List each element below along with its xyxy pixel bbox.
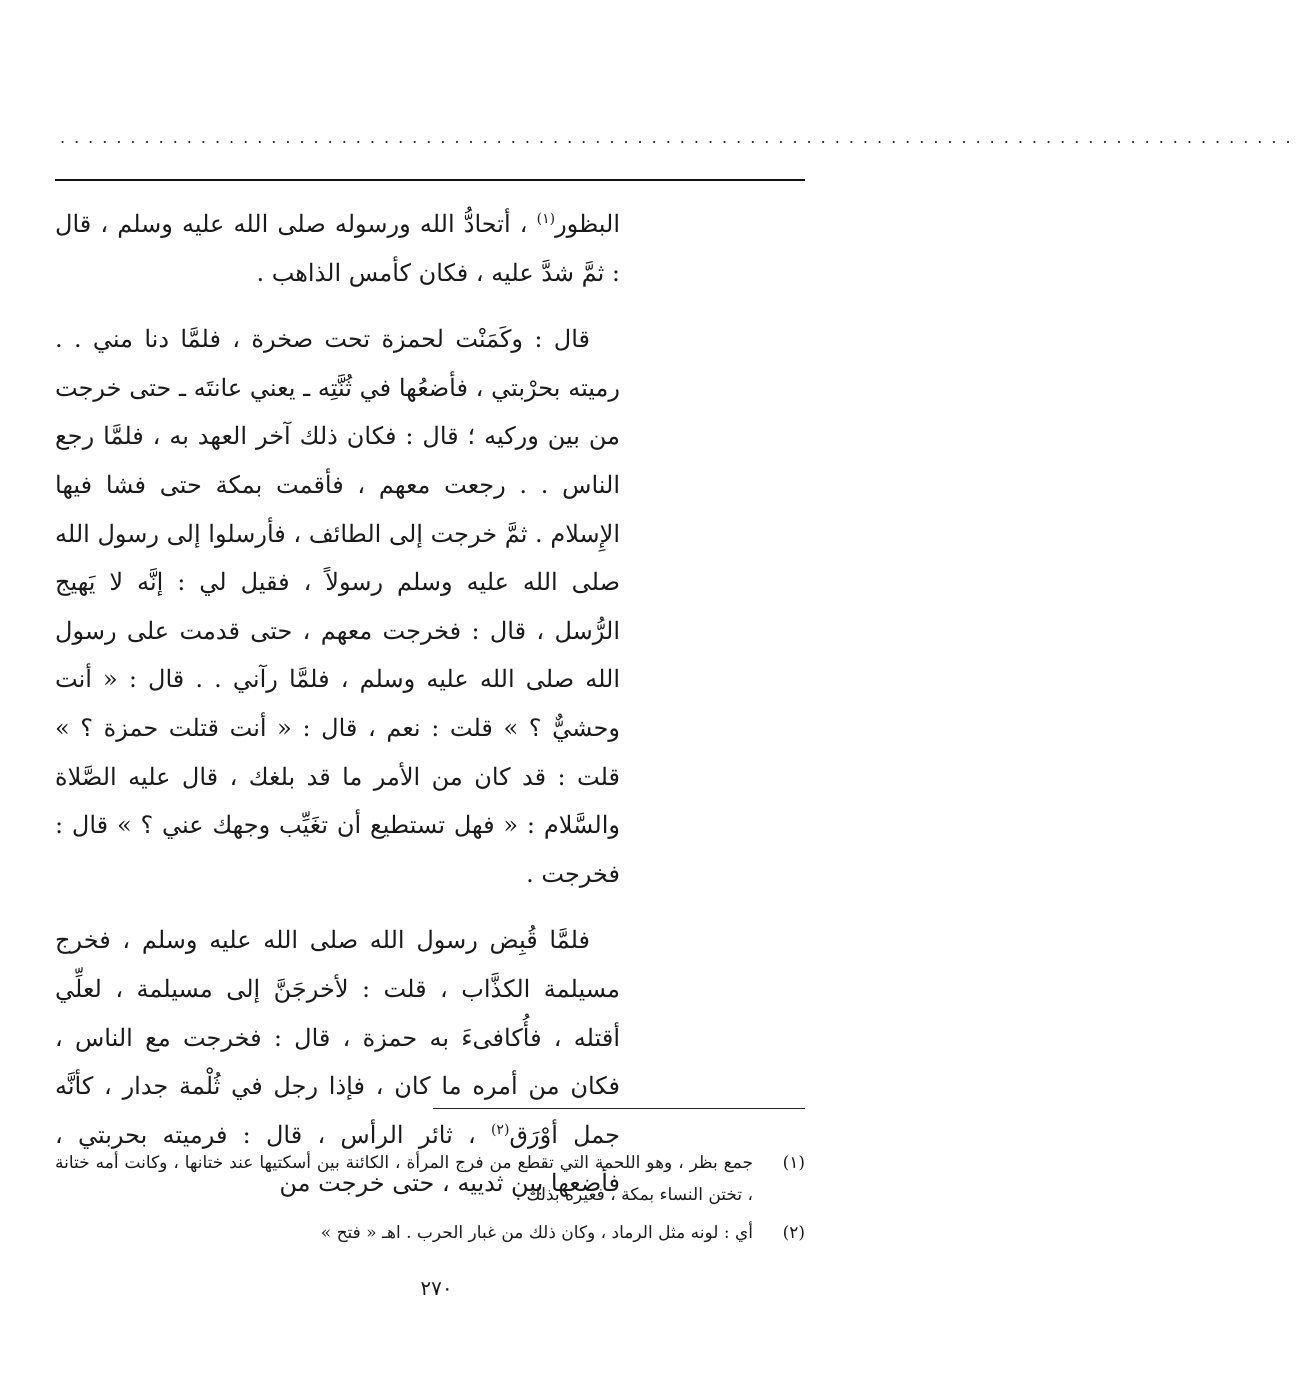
footnote-1 <box>55 1147 805 1211</box>
paragraph-3-rest: ، ثائر الرأس ، قال : فرميته بحربتي ، فأضعها بين ثدييه ، حتى خرجت من <box>55 1120 620 1198</box>
footnote-number: (٢) <box>782 1223 805 1243</box>
paragraph-1-rest: ، أتحادُّ الله ورسوله صلى الله عليه وسلم ، قال : ثمَّ شدَّ عليه ، فكان كأمس الذاهب . <box>55 210 620 287</box>
page-number: ٢٧٠ <box>420 1276 453 1300</box>
footnote-text: جمع بظر ، وهو اللحمة التي تقطع من فرج المرأة ، الكائنة بين أسكتيها عند ختانها ، وكانت أمه ختانة ، تختن النساء بمكة ، فعيره بذلك . <box>55 1153 753 1205</box>
paragraph-1-start: البظور <box>555 210 620 238</box>
footnotes <box>55 1147 805 1255</box>
footnote-ref-1: (١) <box>536 211 556 227</box>
header-rule <box>55 179 805 181</box>
main-text <box>55 200 620 1208</box>
footnote-number: (١) <box>782 1153 805 1173</box>
footnote-2 <box>55 1217 805 1249</box>
footnote-text: أي : لونه مثل الرماد ، وكان ذلك من غبار الحرب . اهـ « فتح » <box>320 1223 753 1243</box>
footnote-ref-2: (٢) <box>490 1121 510 1138</box>
paragraph-1 <box>55 200 620 297</box>
header-dotted-line: ........................................................................................ <box>60 128 1300 147</box>
paragraph-3-start: فلمَّا قُبِض رسول الله صلى الله عليه وسلم ، فخرج مسيلمة الكذَّاب ، قلت : لأخرجَنَّ إلى مسيلمة ، لعلِّي أقتله ، فأُكافىءَ به حمزة ، قال : فخرجت مع الناس ، فكان من أمره ما كان ، فإذا رجل في ثُلْمة جدار ، كأنَّه جمل أوْرَق <box>55 926 621 1149</box>
paragraph-2: قال : وكَمَنْت لحمزة تحت صخرة ، فلمَّا دنا مني . . رميته بحرْبتي ، فأضعُها في ثُنَّتِه ـ يعني عانتَه ـ حتى خرجت من بين وركيه ؛ قال : فكان ذلك آخر العهد به ، فلمَّا رجع الناس . . رجعت معهم ، فأقمت بمكة حتى فشا فيها الإِسلام . ثمَّ خرجت إلى الطائف ، فأرسلوا إلى رسول الله صلى الله عليه وسلم رسولاً ، فقيل لي : إنَّه لا يَهيج الرُّسل ، قال : فخرجت معهم ، حتى قدمت على رسول الله صلى الله عليه وسلم ، فلمَّا رآني . . قال : « أنت وحشيٌّ ؟ » قلت : نعم ، قال : « أنت قتلت حمزة ؟ » قلت : قد كان من الأمر ما قد بلغك ، قال عليه الصَّلاة والسَّلام : « فهل تستطيع أن تغَيِّب وجهك عني ؟ » قال : فخرجت . <box>55 325 620 888</box>
footnote-separator <box>433 1108 805 1109</box>
